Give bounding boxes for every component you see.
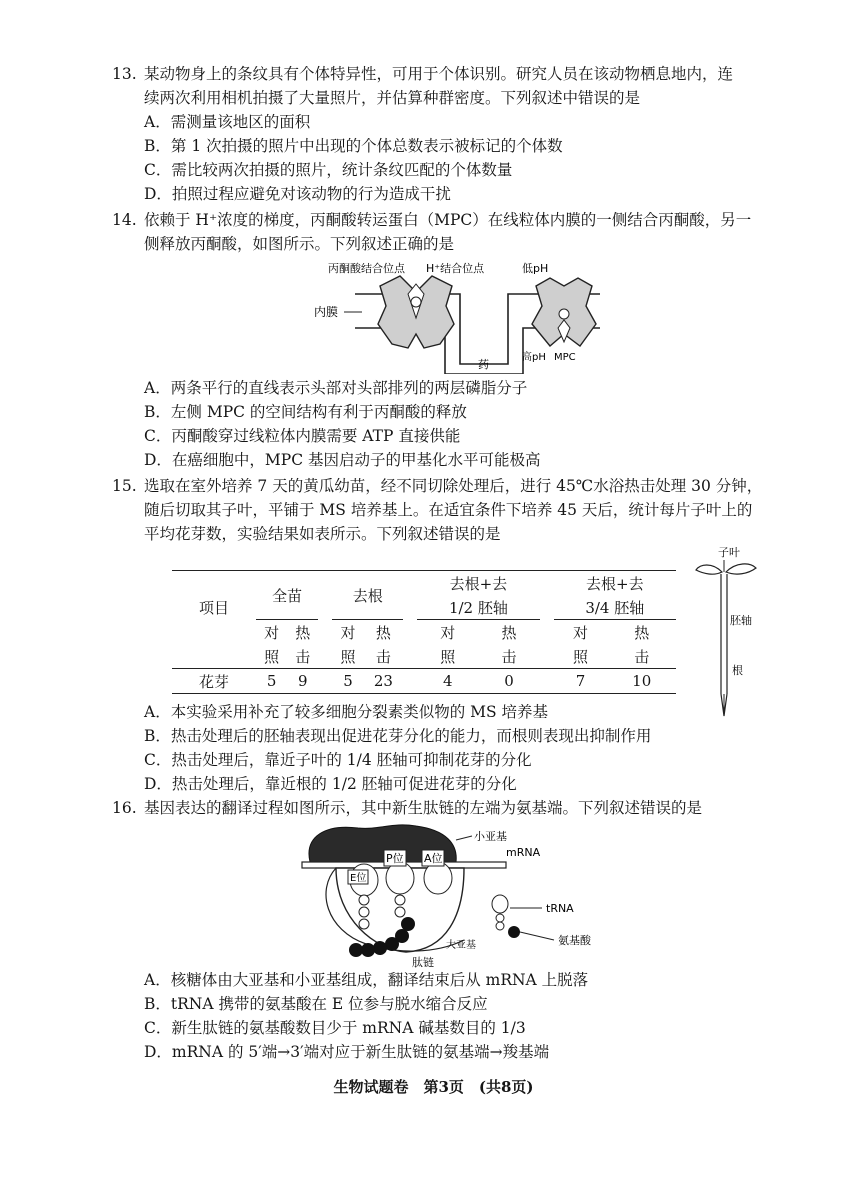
sub-header: 热 [375,623,391,642]
label-mrna: mRNA [506,846,541,859]
question-stem: 选取在室外培养 7 天的黄瓜幼苗，经不同切除处理后，进行 45℃水浴热击处理 30 分钟， [144,477,763,495]
translation-figure [296,820,616,970]
question-stem: 依赖于 H⁺浓度的梯度，丙酮酸转运蛋白（MPC）在线粒体内膜的一侧结合丙酮酸，另一 [144,211,752,229]
seedling-figure [694,544,764,720]
sub-header: 照 [340,647,356,666]
group-header: 去根 [332,571,403,620]
label-a-site: A位 [424,852,443,865]
option-a: A．需测量该地区的面积 [144,113,311,131]
option-b: B．tRNA 携带的氨基酸在 E 位参与脱水缩合反应 [144,995,488,1013]
question-stem-cont: 续两次利用相机拍摄了大量照片，并估算种群密度。下列叙述中错误的是 [144,89,641,107]
question-15 [112,474,797,546]
label-pyruvate-site: 丙酮酸结合位点 [328,262,405,275]
option-d: D．拍照过程应避免对该动物的行为造成干扰 [144,185,451,203]
results-table [172,570,676,694]
sub-header: 击 [634,647,650,666]
sub-header: 对 [264,623,280,642]
label-mpc: MPC [554,352,576,363]
label-small-subunit: 小亚基 [474,830,507,843]
option-b: B．第 1 次拍摄的照片中出现的个体总数表示被标记的个体数 [144,137,563,155]
sub-header: 对 [440,623,456,642]
question-13 [112,62,797,206]
question-14 [112,208,797,256]
group-header-l2: 1/2 胚轴 [417,595,539,620]
group-header: 去根+去 [449,574,508,593]
group-header-l2: 3/4 胚轴 [554,595,676,620]
sub-header: 击 [375,647,391,666]
question-15-options [112,700,797,796]
question-14-options [112,376,797,472]
option-c: C．热击处理后，靠近子叶的 1/4 胚轴可抑制花芽的分化 [144,751,532,769]
option-a: A．核糖体由大亚基和小亚基组成，翻译结束后从 mRNA 上脱落 [144,971,589,989]
group-header: 全苗 [256,571,318,620]
question-16 [112,796,797,820]
table-cell: 7 [575,672,586,690]
question-stem: 某动物身上的条纹具有个体特异性，可用于个体识别。研究人员在该动物栖息地内，连 [144,65,734,83]
label-p-site: P位 [386,852,404,865]
question-number: 15. [112,477,137,495]
table-cell: 0 [504,672,514,690]
label-drug: 药 [478,358,489,371]
sub-header: 热 [295,623,311,642]
label-large-subunit: 大亚基 [446,940,476,951]
sub-header: 击 [295,647,311,666]
label-cotyledon: 子叶 [718,546,740,559]
label-high-ph: 高pH [522,352,546,363]
option-c: C．新生肽链的氨基酸数目少于 mRNA 碱基数目的 1/3 [144,1019,526,1037]
question-stem: 基因表达的翻译过程如图所示，其中新生肽链的左端为氨基端。下列叙述错误的是 [144,799,703,817]
sub-header: 对 [340,623,356,642]
question-stem-cont: 随后切取其子叶，平铺于 MS 培养基上。在适宜条件下培养 45 天后，统计每片子叶上的 [144,501,753,519]
sub-header: 热 [501,623,517,642]
sub-header: 照 [264,647,280,666]
label-hypocotyl: 胚轴 [730,614,752,627]
option-d: D．热击处理后，靠近根的 1/2 胚轴可促进花芽的分化 [144,775,517,793]
question-stem-cont: 平均花芽数，实验结果如表所示。下列叙述错误的是 [144,525,501,543]
label-trna: tRNA [546,902,574,915]
page-footer: 生物试题卷 第3页 (共8页) [333,1078,534,1096]
sub-header: 击 [501,647,517,666]
label-low-ph: 低pH [522,262,549,275]
option-c: C．需比较两次拍摄的照片，统计条纹匹配的个体数量 [144,161,513,179]
label-root: 根 [732,664,743,677]
row-label: 花芽 [198,672,229,691]
sub-header: 照 [440,647,456,666]
option-b: B．左侧 MPC 的空间结构有利于丙酮酸的释放 [144,403,467,421]
label-e-site: E位 [350,873,367,884]
sub-header: 照 [573,647,589,666]
table-cell: 5 [343,672,353,690]
option-b: B．热击处理后的胚轴表现出促进花芽分化的能力，而根则表现出抑制作用 [144,727,652,745]
label-h-site: H⁺结合位点 [426,262,485,275]
question-16-options [112,968,797,1064]
table-cell: 10 [632,672,652,690]
label-peptide: 肽链 [412,956,434,969]
label-amino-acid: 氨基酸 [558,934,591,947]
option-c: C．丙酮酸穿过线粒体内膜需要 ATP 直接供能 [144,427,461,445]
group-header: 去根+去 [586,574,644,593]
table-cell: 5 [266,672,277,690]
col-item: 项目 [198,599,229,617]
sub-header: 对 [573,623,589,642]
table-cell: 9 [298,672,308,690]
label-membrane: 内膜 [314,305,339,319]
option-d: D．mRNA 的 5′端→3′端对应于新生肽链的氨基端→羧基端 [144,1043,550,1061]
question-number: 14. [112,211,137,229]
option-d: D．在癌细胞中，MPC 基因启动子的甲基化水平可能极高 [144,451,541,469]
question-stem-cont: 侧释放丙酮酸，如图所示。下列叙述正确的是 [144,235,455,253]
option-a: A．本实验采用补充了较多细胞分裂素类似物的 MS 培养基 [144,703,549,721]
table-cell: 23 [373,672,393,690]
mpc-membrane-figure [300,258,620,374]
question-number: 13. [112,65,137,83]
option-a: A．两条平行的直线表示头部对头部排列的两层磷脂分子 [144,379,528,397]
table-cell: 4 [443,672,453,690]
table-row [172,669,676,694]
question-number: 16. [112,799,137,817]
sub-header: 热 [634,623,650,642]
